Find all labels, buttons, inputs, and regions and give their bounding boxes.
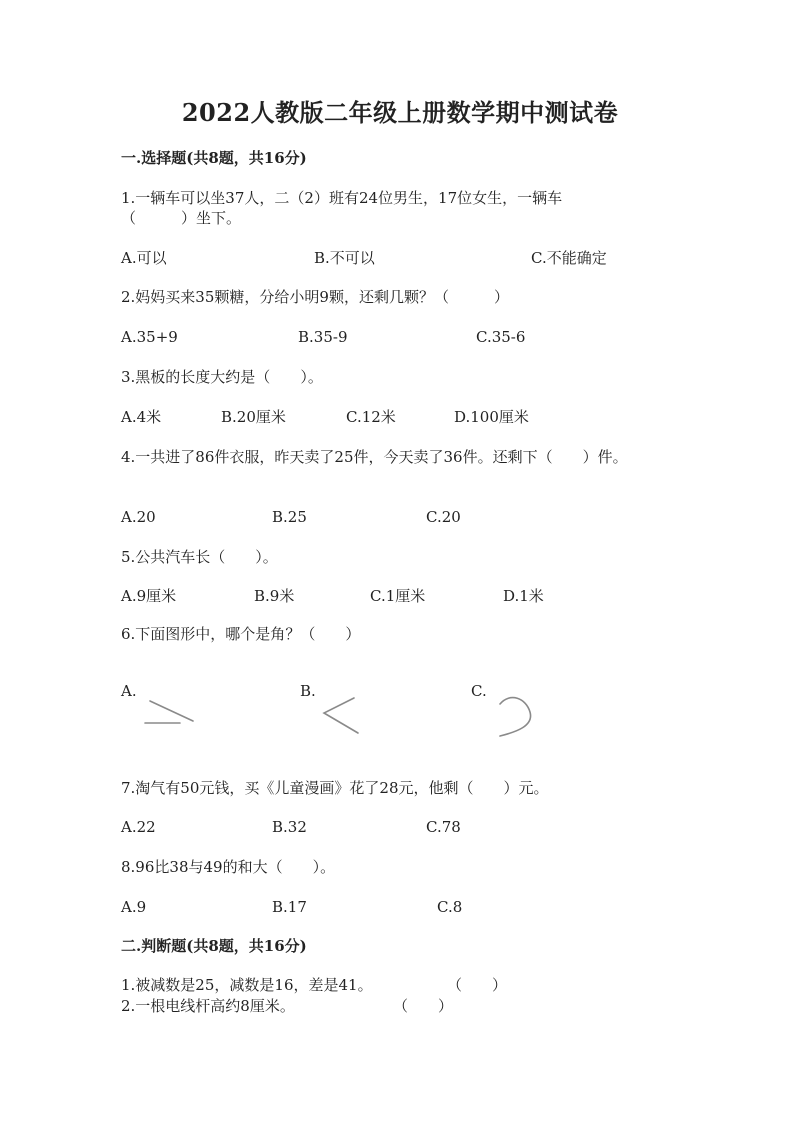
judgment-2-blank: （ ） [393,997,454,1015]
question-5-line-1: 5.公共汽车长（ ）。 [121,548,278,566]
judgment-1-text: 1.被减数是25，减数是16，差是41。 [121,976,373,994]
question-2-option-a: A.35+9 [121,328,178,346]
question-3-option-b: B.20厘米 [221,408,286,426]
question-7-option-a: A.22 [121,818,156,836]
question-7-line-1: 7.淘气有50元钱，买《儿童漫画》花了28元，他剩（ ）元。 [121,779,549,797]
question-6-option-a: A. [121,682,137,700]
question-8-option-c: C.8 [437,898,463,916]
question-4-line-1: 4.一共进了86件衣服，昨天卖了25件，今天卖了36件。还剩下（ ）件。 [121,448,628,466]
question-3-option-a: A.4米 [121,408,162,426]
angle-figure [318,693,368,738]
question-4-option-c: C.20 [426,508,461,526]
question-8-option-a: A.9 [121,898,147,916]
question-3-option-d: D.100厘米 [454,408,529,426]
section-heading-judgment: 二.判断题(共8题，共16分) [121,937,307,955]
question-3-option-c: C.12米 [346,408,396,426]
question-5-option-d: D.1米 [503,587,544,605]
question-1-option-a: A.可以 [121,249,167,267]
two-segments-figure [140,695,200,730]
question-8-line-1: 8.96比38与49的和大（ ）。 [121,858,336,876]
curved-figure [494,690,539,740]
question-6-option-b: B. [300,682,316,700]
question-5-option-b: B.9米 [254,587,295,605]
section-heading-choice: 一.选择题(共8题，共16分) [121,149,307,167]
question-1-line-1: 1.一辆车可以坐37人，二（2）班有24位男生，17位女生，一辆车 [121,189,563,207]
question-6-line-1: 6.下面图形中，哪个是角？（ ） [121,625,361,643]
question-4-option-b: B.25 [272,508,307,526]
question-7-option-b: B.32 [272,818,307,836]
question-1-line-2: （ ）坐下。 [121,209,242,227]
question-2-option-b: B.35-9 [298,328,348,346]
question-6-option-c: C. [471,682,487,700]
question-7-option-c: C.78 [426,818,461,836]
question-1-option-c: C.不能确定 [531,249,607,267]
question-2-line-1: 2.妈妈买来35颗糖，分给小明9颗，还剩几颗？（ ） [121,288,509,306]
question-5-option-a: A.9厘米 [121,587,177,605]
question-4-option-a: A.20 [121,508,156,526]
question-8-option-b: B.17 [272,898,307,916]
judgment-2-text: 2.一根电线杆高约8厘米。 [121,997,295,1015]
question-2-option-c: C.35-6 [476,328,526,346]
question-3-line-1: 3.黑板的长度大约是（ ）。 [121,368,323,386]
page-title: 2022人教版二年级上册数学期中测试卷 [181,98,619,127]
question-5-option-c: C.1厘米 [370,587,426,605]
judgment-1-blank: （ ） [447,976,508,994]
question-1-option-b: B.不可以 [314,249,375,267]
